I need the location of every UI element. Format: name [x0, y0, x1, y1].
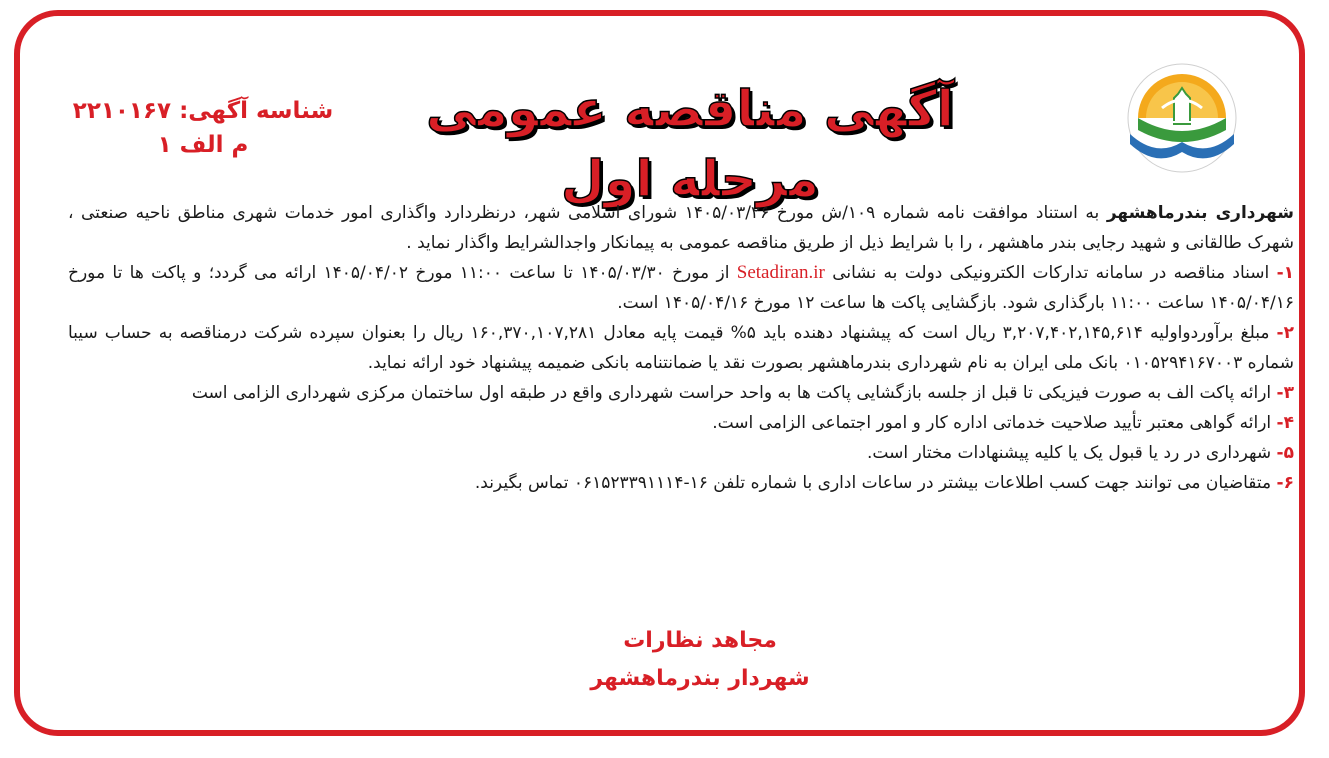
municipality-club-logo-icon: [1116, 48, 1248, 186]
item-text: شهرداری در رد یا قبول یک یا کلیه پیشنهادات مختار است.: [867, 443, 1277, 463]
list-item: [68, 318, 1294, 378]
notice-id: [68, 94, 338, 162]
list-item: [68, 408, 1294, 438]
signer-role: شهردار بندرماهشهر: [590, 666, 810, 691]
item-number: ۶-: [1276, 473, 1294, 493]
item-text: از مورخ ۱۴۰۵/۰۳/۳۰ تا ساعت ۱۱:۰۰ مورخ ۱۴۰۵/۰۴/۰۲ ارائه می گردد؛ و پاکت ها تا مورخ ۱۴۰۵/۰۴/۱۶ ساعت ۱۱:۰۰ بارگذاری شود. بازگشایی پاکت ها ساعت ۱۲ مورخ ۱۴۰۵/۰۴/۱۶ است.: [68, 263, 1294, 313]
list-item: [68, 258, 1294, 318]
item-number: ۱-: [1276, 263, 1295, 283]
item-number: ۴-: [1276, 413, 1294, 433]
organization-name: شهرداری بندرماهشهر: [1106, 203, 1295, 223]
notice-frame: [14, 10, 1305, 736]
notice-id-line2: م الف ۱: [157, 132, 249, 158]
intro-paragraph: [68, 198, 1294, 258]
signer-name: مجاهد نظارات: [623, 628, 777, 653]
item-text: ارائه گواهی معتبر تأیید صلاحیت خدماتی اداره کار و امور اجتماعی الزامی است.: [712, 413, 1277, 433]
setadiran-link[interactable]: Setadiran.ir: [736, 262, 825, 283]
notice-title: آگهی مناقصه عمومی مرحله اول: [426, 80, 954, 208]
notice-body: [68, 198, 1294, 498]
list-item: [68, 378, 1294, 408]
item-text: ارائه پاکت الف به صورت فیزیکی تا قبل از جلسه بازگشایی پاکت ها به واحد حراست شهرداری واقع در طبقه اول ساختمان مرکزی شهرداری الزامی است: [191, 383, 1277, 403]
item-number: ۳-: [1276, 383, 1294, 403]
signature-block: [500, 622, 900, 698]
list-item: [68, 468, 1294, 498]
notice-id-line1: شناسه آگهی: ۲۲۱۰۱۶۷: [72, 98, 334, 124]
item-number: ۲-: [1276, 323, 1294, 343]
item-number: ۵-: [1276, 443, 1294, 463]
list-item: [68, 438, 1294, 468]
item-text: متقاضیان می توانند جهت کسب اطلاعات بیشتر در ساعات اداری با شماره تلفن ۱۶-۰۶۱۵۲۳۳۹۱۱۱۴ تماس بگیرند.: [474, 473, 1277, 493]
item-text: مبلغ برآوردواولیه ۳,۲۰۷,۴۰۲,۱۴۵,۶۱۴ ریال است که پیشنهاد دهنده باید ۵% قیمت پایه معادل ۱۶۰,۳۷۰,۱۰۷,۲۸۱ ریال را بعنوان سپرده شرکت درمناقصه به حساب سیبا شماره ۰۱۰۵۲۹۴۱۶۷۰۰۳ بانک ملی ایران به نام شهرداری بندرماهشهر بصورت نقد یا ضمانتنامه بانکی ضمیمه پیشنهاد خود ارائه نماید.: [68, 323, 1294, 373]
intro-text: به استناد موافقت نامه شماره ۱۰۹/ش مورخ ۱۴۰۵/۰۳/۲۶ شورای اسلامی شهر، درنظردارد واگذاری امور خدمات شهری مناطق ناحیه صنعتی ، شهرک طالقانی و شهید رجایی بندر ماهشهر ، را با شرایط ذیل از طریق مناقصه عمومی به پیمانکار واجدالشرایط واگذار نماید .: [68, 203, 1294, 253]
item-text: اسناد مناقصه در سامانه تدارکات الکترونیکی دولت به نشانی: [824, 263, 1277, 283]
